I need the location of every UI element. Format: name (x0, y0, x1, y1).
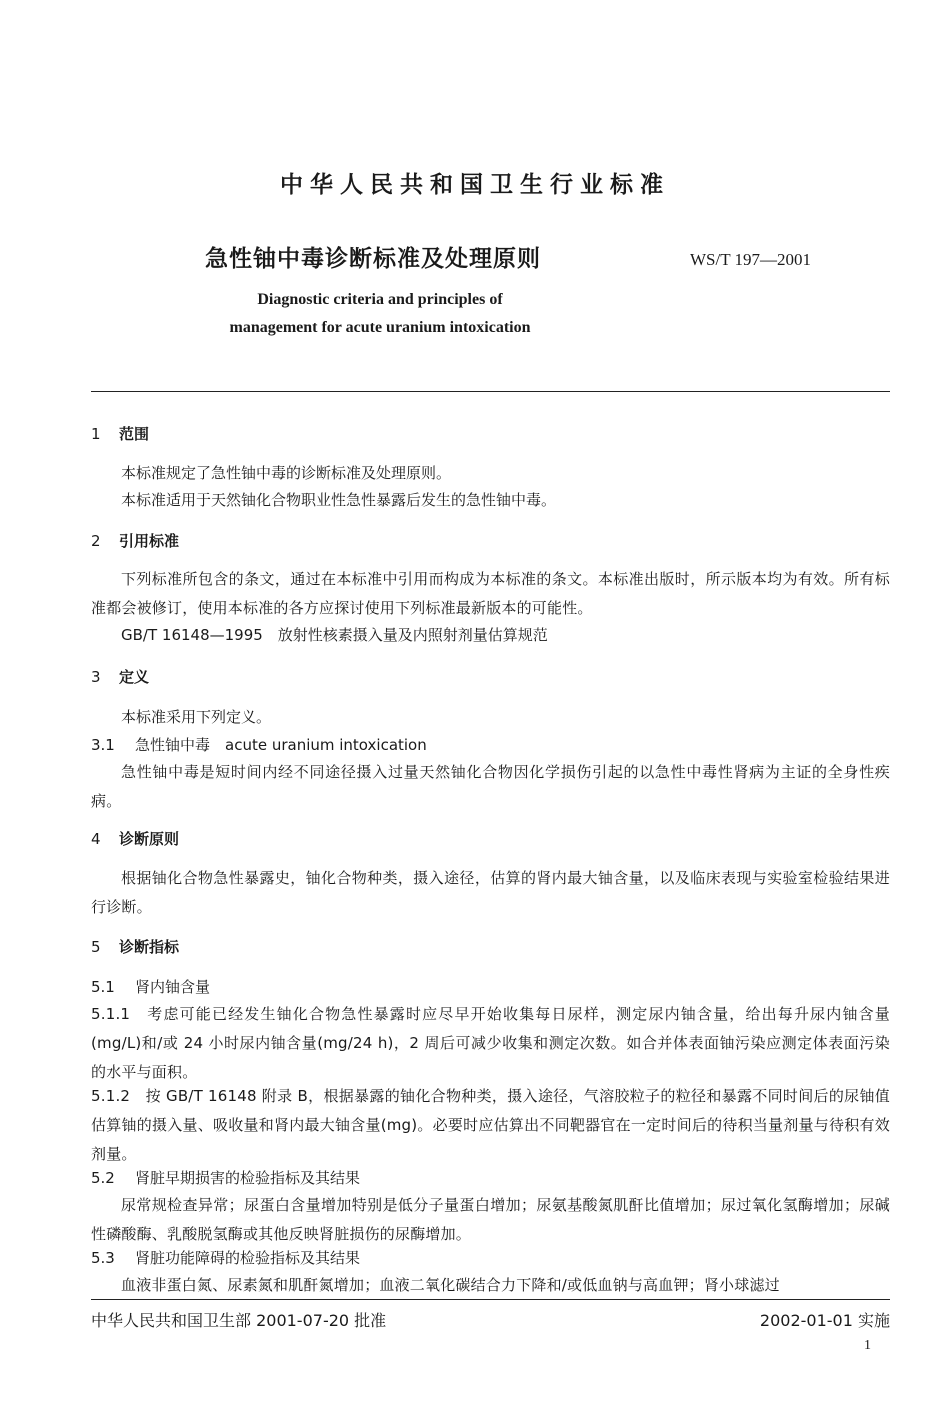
header-divider (91, 391, 890, 392)
section-1-heading: 1 范围 (91, 425, 150, 443)
subsection-5-3-heading: 5.3 肾脏功能障碍的检验指标及其结果 (91, 1249, 361, 1267)
standard-category: 中华人民共和国卫生行业标准 (280, 172, 670, 198)
english-title-line2: management for acute uranium intoxication (229, 319, 531, 336)
subsection-5-2-heading: 5.2 肾脏早期损害的检验指标及其结果 (91, 1169, 361, 1187)
standard-code: WS/T 197—2001 (690, 250, 812, 269)
section-1-para-2: 本标准适用于天然铀化合物职业性急性暴露后发生的急性铀中毒。 (121, 491, 557, 509)
subsection-5-3-text: 血液非蛋白氮、尿素氮和肌酐氮增加；血液二氧化碳结合力下降和/或低血钠与高血钾；肾小球滤过 (121, 1276, 780, 1294)
footer-divider (91, 1299, 890, 1300)
section-5-heading: 5 诊断指标 (91, 938, 180, 956)
section-3-heading: 3 定义 (91, 668, 150, 686)
section-1-para-1: 本标准规定了急性铀中毒的诊断标准及处理原则。 (121, 464, 452, 482)
section-4-heading: 4 诊断原则 (91, 830, 180, 848)
page-number: 1 (864, 1338, 871, 1353)
effective-date-line: 2002-01-01 实施 (759, 1311, 890, 1330)
subsection-5-1-heading: 5.1 肾内铀含量 (91, 978, 211, 996)
section-2-heading: 2 引用标准 (91, 532, 180, 550)
clause-5-1-1: 5.1.1 考虑可能已经发生铀化合物急性暴露时应尽早开始收集每日尿样，测定尿内铀含量，给出每升尿内铀含量(mg/L)和/或 24 小时尿内铀含量(mg/24 h)，2 周后可减少收集和测定次数。如合并体表面铀污染应测定体表面污染的水平与面积。 (91, 1005, 890, 1081)
section-2-reference: GB/T 16148—1995 放射性核素摄入量及内照射剂量估算规范 (121, 626, 548, 644)
subsection-5-2-text: 尿常规检查异常；尿蛋白含量增加特别是低分子量蛋白增加；尿氨基酸氮肌酐比值增加；尿过氧化氢酶增加；尿碱性磷酸酶、乳酸脱氢酶或其他反映肾脏损伤的尿酶增加。 (91, 1196, 890, 1243)
section-2-para-1: 下列标准所包含的条文，通过在本标准中引用而构成为本标准的条文。本标准出版时，所示版本均为有效。所有标准都会被修订，使用本标准的各方应探讨使用下列标准最新版本的可能性。 (91, 570, 890, 617)
section-3-para-1: 本标准采用下列定义。 (121, 708, 272, 726)
english-title-line1: Diagnostic criteria and principles of (257, 291, 503, 308)
document-title: 急性铀中毒诊断标准及处理原则 (205, 246, 541, 272)
definition-3-1-text: 急性铀中毒是短时间内经不同途径摄入过量天然铀化合物因化学损伤引起的以急性中毒性肾病为主证的全身性疾病。 (91, 763, 890, 810)
section-4-para-1: 根据铀化合物急性暴露史，铀化合物种类，摄入途径，估算的肾内最大铀含量，以及临床表现与实验室检验结果进行诊断。 (91, 869, 890, 916)
clause-5-1-2: 5.1.2 按 GB/T 16148 附录 B，根据暴露的铀化合物种类，摄入途径，气溶胶粒子的粒径和暴露不同时间后的尿铀值估算铀的摄入量、吸收量和肾内最大铀含量(mg)。必要时应估算出不同靶器官在一定时间后的待积当量剂量与待积有效剂量。 (91, 1087, 890, 1163)
approval-line: 中华人民共和国卫生部 2001-07-20 批准 (91, 1311, 387, 1330)
definition-3-1-term: 3.1 急性铀中毒 acute uranium intoxication (91, 736, 427, 754)
